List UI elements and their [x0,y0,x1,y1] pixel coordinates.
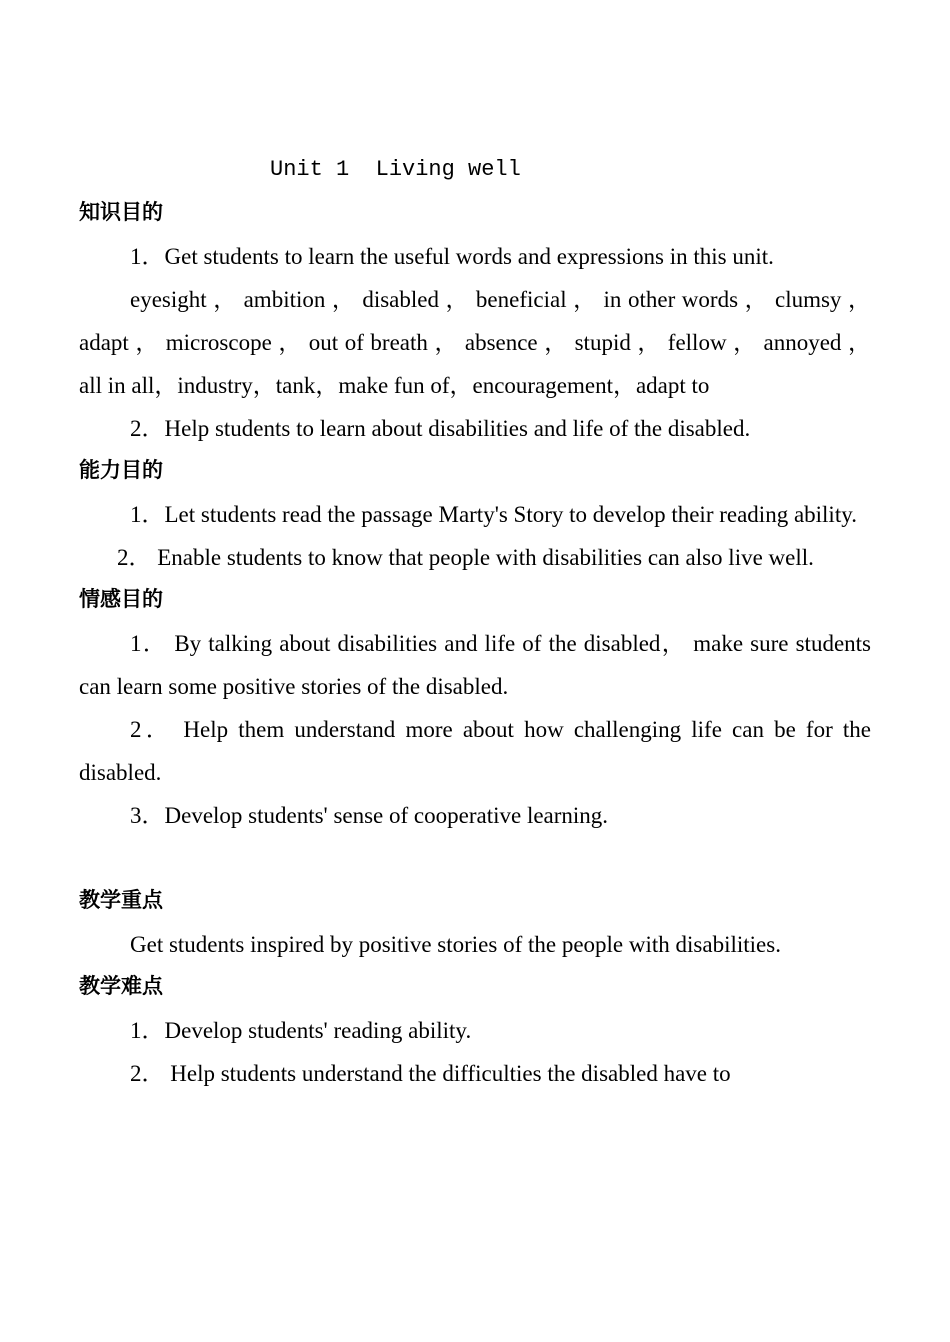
ability-item-1: 1．Let students read the passage Marty's Story to develop their reading ability. [130,502,857,527]
knowledge-item-2: 2．Help students to learn about disabilities and life of the disabled. [130,416,751,441]
section-spacer [79,837,871,880]
difficulties-item-2: 2． Help students understand the difficulties the disabled have to [130,1061,731,1086]
key-points-heading: 教学重点 [79,888,163,912]
document-page [79,150,871,1095]
emotion-item-3: 3．Develop students' sense of cooperative learning. [130,803,609,828]
document-title: Unit 1 Living well [270,157,521,182]
key-points-text: Get students inspired by positive stories of the people with disabilities. [130,932,781,957]
ability-goals-heading: 能力目的 [79,458,163,482]
ability-item-2: 2． Enable students to know that people with disabilities can also live well. [117,545,814,570]
difficulties-heading: 教学难点 [79,974,163,998]
emotion-goals-heading: 情感目的 [79,587,163,611]
vocabulary-list: eyesight ， ambition ， disabled ， beneficial ， in other words ， clumsy ， adapt ， microscope ， out of breath ， absence ， stupid ， fellow ， annoyed ， all in all，industry，tank，make fun of，encouragement，adapt to [79,287,871,398]
knowledge-item-1: 1．Get students to learn the useful words and expressions in this unit. [130,244,774,269]
emotion-item-2: 2． Help them understand more about how challenging life can be for the disabled. [79,717,871,785]
knowledge-goals-heading: 知识目的 [79,200,163,224]
emotion-item-1: 1． By talking about disabilities and life of the disabled， make sure students can learn some positive stories of the disabled. [79,631,871,699]
difficulties-item-1: 1．Develop students' reading ability. [130,1018,472,1043]
